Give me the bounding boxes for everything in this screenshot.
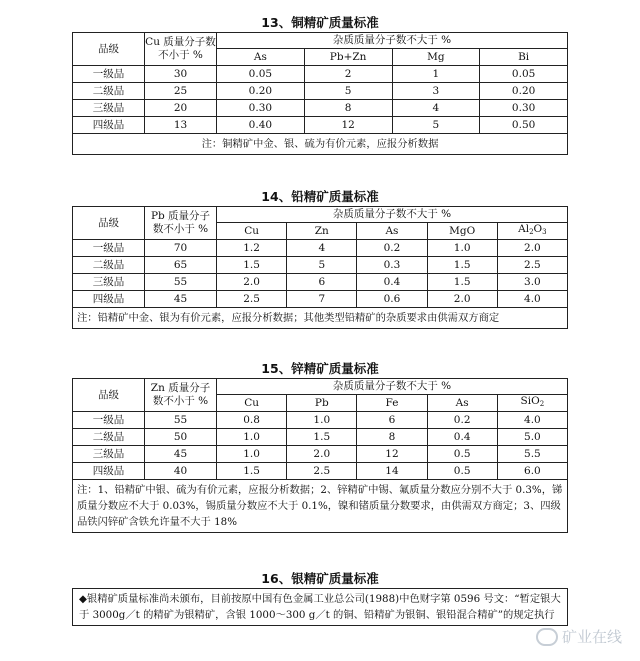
col-header: SiO$_2$ xyxy=(497,395,567,412)
table-15-note: 注：1、铅精矿中银、硫为有价元素，应报分析数据；2、锌精矿中锡、氟质量分数应分别不大于 0.3%，锑质量分数应不大于 0.03%，锡质量分数应不大于 0.1%，镍和锗质量分数要求，由供需双方商定；3、四级品铁闪锌矿含铁允许量不大于 18% xyxy=(73,480,568,533)
col-header: Cu xyxy=(217,395,287,412)
main-header: Pb 质量分子 数不小于 % xyxy=(145,207,217,240)
grade-header: 品级 xyxy=(73,207,145,240)
table-row: 四级品 40 1.5 2.5 14 0.5 6.0 xyxy=(73,463,568,480)
table-row: 二级品 65 1.5 5 0.3 1.5 2.5 xyxy=(73,257,568,274)
table-row: 一级品 70 1.2 4 0.2 1.0 2.0 xyxy=(73,240,568,257)
col-header: $Al_2O_3$ xyxy=(497,223,567,240)
main-header: Cu 质量分子数 不小于 % xyxy=(145,33,217,66)
table-15-title: 15、锌精矿质量标准 xyxy=(261,361,379,376)
col-header: Fe xyxy=(357,395,427,412)
col-header: Mg xyxy=(392,49,480,66)
section-13 xyxy=(72,14,568,155)
table-row: 一级品 55 0.8 1.0 6 0.2 4.0 xyxy=(73,412,568,429)
section-14 xyxy=(72,188,568,329)
table-15 xyxy=(72,378,568,533)
table-row: 一级品 30 0.05 2 1 0.05 xyxy=(73,66,568,83)
col-header: Cu xyxy=(217,223,287,240)
section-15 xyxy=(72,360,568,533)
grade-header: 品级 xyxy=(73,33,145,66)
table-14 xyxy=(72,206,568,329)
table-row: 三级品 45 1.0 2.0 12 0.5 5.5 xyxy=(73,446,568,463)
table-row: 二级品 25 0.20 5 3 0.20 xyxy=(73,83,568,100)
impurity-header: 杂质质量分子数不大于 % xyxy=(217,207,568,223)
table-16-title: 16、银精矿质量标准 xyxy=(261,571,379,586)
col-header: Bi xyxy=(480,49,568,66)
col-header: MgO xyxy=(427,223,497,240)
grade-header: 品级 xyxy=(73,379,145,412)
col-header: As xyxy=(357,223,427,240)
watermark xyxy=(536,626,622,647)
col-header: As xyxy=(427,395,497,412)
col-header: Pb xyxy=(287,395,357,412)
col-header: Zn xyxy=(287,223,357,240)
table-13 xyxy=(72,32,568,155)
table-16-text: ◆银精矿质量标准尚未颁布，目前按原中国有色金属工业总公司(1988)中色财字第 0596 号文：“暂定银大于 3000g／t 的精矿为银精矿，含银 1000～300 g／t 的铜、铅精矿为银铜、银铅混合精矿”的规定执行 xyxy=(72,588,568,626)
watermark-text: 矿业在线 xyxy=(561,628,622,646)
table-row: 四级品 45 2.5 7 0.6 2.0 4.0 xyxy=(73,291,568,308)
impurity-header: 杂质质量分子数不大于 % xyxy=(217,33,568,49)
col-header: As xyxy=(217,49,305,66)
impurity-header: 杂质质量分子数不大于 % xyxy=(217,379,568,395)
table-14-title: 14、铅精矿质量标准 xyxy=(261,189,379,204)
table-14-note: 注：铅精矿中金、银为有价元素，应报分析数据；其他类型铅精矿的杂质要求由供需双方商定 xyxy=(73,308,568,329)
main-header: Zn 质量分子 数不小于 % xyxy=(145,379,217,412)
table-13-note: 注：铜精矿中金、银、硫为有价元素，应报分析数据 xyxy=(73,134,568,155)
table-row: 四级品 13 0.40 12 5 0.50 xyxy=(73,117,568,134)
table-row: 三级品 20 0.30 8 4 0.30 xyxy=(73,100,568,117)
col-header: Pb+Zn xyxy=(304,49,392,66)
table-row: 二级品 50 1.0 1.5 8 0.4 5.0 xyxy=(73,429,568,446)
table-row: 三级品 55 2.0 6 0.4 1.5 3.0 xyxy=(73,274,568,291)
section-16 xyxy=(72,570,568,626)
chat-bubble-icon xyxy=(536,628,558,646)
table-13-title: 13、铜精矿质量标准 xyxy=(261,15,379,30)
